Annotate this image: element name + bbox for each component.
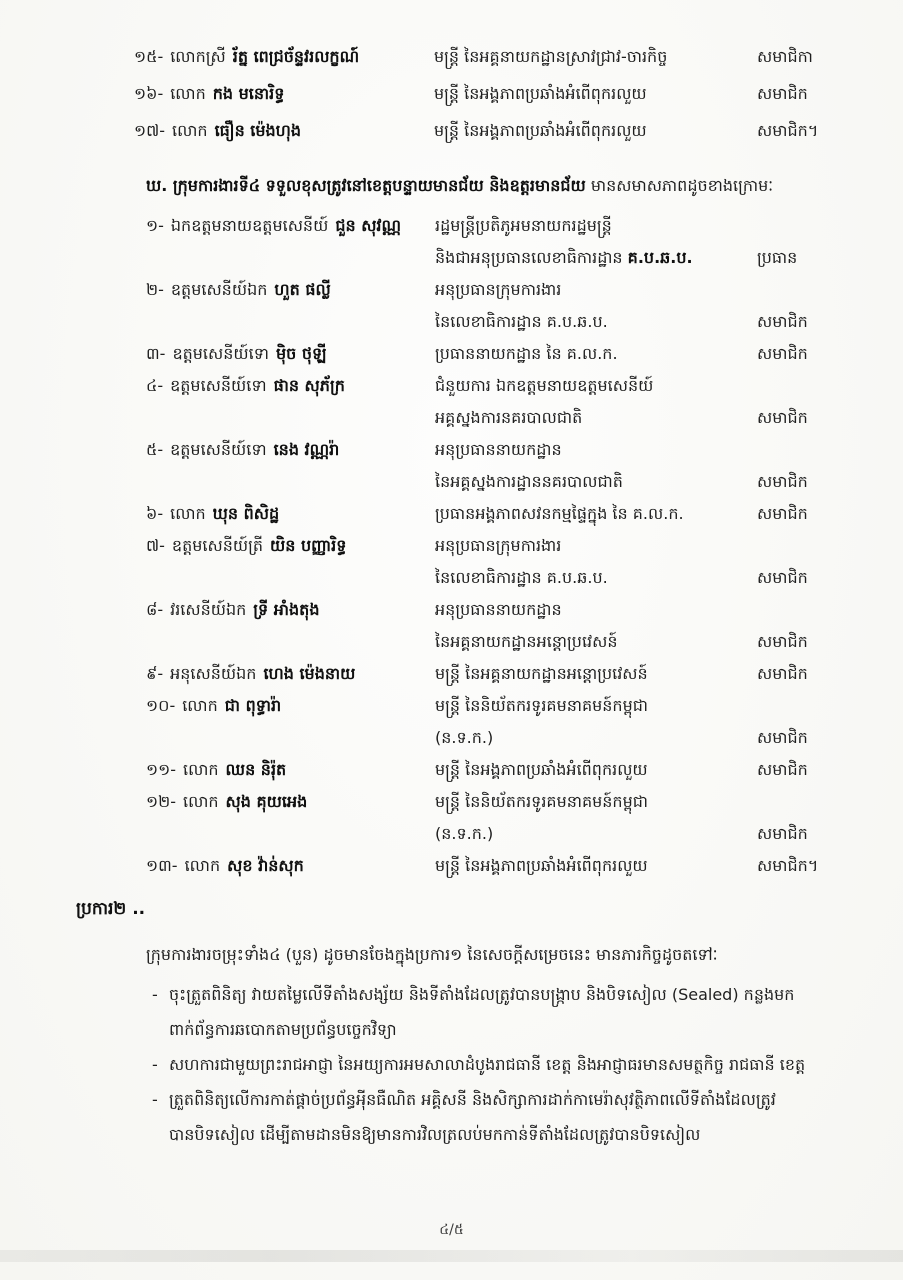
member-role: (ន.ទ.ក.) [435,824,494,843]
member-status: សមាជិក [757,408,808,427]
article2-heading: ប្រការ២ .. [76,899,146,919]
member-number: ៣- [146,344,166,363]
member-row [146,754,839,786]
member-role: អនុប្រធាននាយកដ្ឋាន [435,600,562,619]
member-role: អនុប្រធានក្រុមការងារ [435,280,562,299]
member-status: សមាជិក [757,472,808,491]
article2-intro: ក្រុមការងារចម្រុះទាំង៤ (បួន) ដូចមានចែងក្នុងប្រការ១ នៃសេចក្តីសម្រេចនេះ មានភារកិច្ចដូចតទៅៈ [146,945,718,964]
member-role: មន្ត្រី នៃអង្គភាពប្រឆាំងអំពើពុករលួយ [435,760,648,779]
member-row [146,530,839,594]
member-number: ១១- [146,760,176,779]
abbreviation-bold: គ.ប.ឆ.ប. [627,248,693,267]
member-name: ហេង ម៉េងនាយ [263,664,356,683]
member-title: លោក [170,84,206,103]
member-role: អនុប្រធានក្រុមការងារ [435,536,562,555]
member-title: ឧត្តមសេនីយ៍ទោ [170,440,267,459]
member-number: ១០- [146,696,176,715]
member-number: ៤- [146,376,164,395]
member-status: សមាជិក [757,632,808,651]
bullet-item [152,1082,839,1152]
member-role: អនុប្រធាននាយកដ្ឋាន [435,440,562,459]
member-role: ជំនួយការ ឯកឧត្តមនាយឧត្តមសេនីយ៍ [435,376,654,395]
previous-group-member-list [134,38,839,149]
member-title: លោក [183,792,219,811]
member-title: លោកស្រី [170,47,226,66]
member-number: ៥- [146,440,164,459]
bullet-text: ចុះត្រួតពិនិត្យ វាយតម្លៃលើទីតាំងសង្ស័យ និងទីតាំងដែលត្រូវបានបង្ក្រាប និងបិទសៀល (Sealed) កន្លងមក ពាក់ព័ន្ធការឆបោកតាមប្រព័ន្ធបច្ចេកវិទ្យា [169,985,795,1039]
member-row [146,690,839,754]
member-row [134,38,839,75]
bullet-text: សហការជាមួយព្រះរាជអាជ្ញា នៃអយ្យការអមសាលាដំបូងរាជធានី ខេត្ត និងអាជ្ញាធរមានសមត្ថកិច្ច រាជធានី ខេត្ត [169,1055,806,1074]
member-name: ជា ពុទ្ធារ៉ា [224,696,282,715]
member-row [146,434,839,498]
member-title: វរសេនីយ៍ឯក [170,600,247,619]
member-role: មន្ត្រី នៃនិយ័តករទូរគមនាគមន៍កម្ពុជា [435,792,648,811]
member-status: សមាជិកា [757,47,813,66]
group4-member-list [146,210,839,882]
article2-bullet-list [152,977,839,1152]
member-number: ១៥- [134,47,164,66]
member-name: ផាន សុភ័ក្រ [273,376,345,395]
member-number: ១៣- [146,856,178,875]
section-heading [100,167,839,204]
member-status: សមាជិក [757,760,808,779]
member-status: សមាជិក [757,344,808,363]
member-name: ទ្រី អាំងតុង [253,600,320,619]
bullet-dash: - [152,985,158,1004]
member-role: នៃលេខាធិការដ្ឋាន គ.ប.ឆ.ប. [435,568,608,587]
member-title: ឧត្តមសេនីយ៍ទោ [170,376,267,395]
member-role: នៃអគ្គស្នងការដ្ឋាននគរបាលជាតិ [435,472,623,491]
member-title: លោក [184,856,221,875]
member-name: ហួត ផល្លី [274,280,331,299]
member-status: ប្រធាន [757,248,798,267]
bullet-item [152,977,839,1047]
member-title: លោក [183,760,219,779]
member-role: អគ្គស្នងការនគរបាលជាតិ [435,408,583,427]
member-row [146,786,839,850]
member-role: (ន.ទ.ក.) [435,728,494,747]
bullet-text: ត្រួតពិនិត្យលើការកាត់ផ្តាច់ប្រព័ន្ធអុីនធឺណិត អគ្គិសនី និងសិក្សាការដាក់កាមេរ៉ាសុវត្ថិភាពលើទីតាំងដែលត្រូវបានបិទសៀល ដើម្បីតាមដានមិនឱ្យមានការវិលត្រលប់មកកាន់ទីតាំងដែលត្រូវបានបិទសៀល [169,1090,776,1144]
member-number: ១៦- [134,84,164,103]
member-title: ឧត្តមសេនីយ៍ត្រី [171,536,263,555]
member-title: អនុសេនីយ៍ឯក [170,664,257,683]
member-number: ៦- [146,504,164,523]
member-name: នេង វណ្ណរ៉ា [273,440,340,459]
member-name: រ័ត្ន ពេជ្រច័ន្ទវរលក្ខណ៍ [232,47,360,66]
member-number: ១៧- [134,121,166,140]
member-role: មន្ត្រី នៃអគ្គនាយកដ្ឋានអន្តោប្រវេសន៍ [435,664,648,683]
member-name: ម៉ិច ថុឡ្លី [275,344,327,363]
section-heading-bold: ឃ. ក្រុមការងារទី៤ ទទួលខុសត្រូវនៅខេត្តបន្ទាយមានជ័យ និងឧត្តរមានជ័យ [146,176,586,195]
member-role: នៃអគ្គនាយកដ្ឋានអន្តោប្រវេសន៍ [435,632,618,651]
scan-artifact-band [0,1250,903,1262]
member-row [146,274,839,338]
member-number: ៧- [146,536,165,555]
member-row [146,658,839,690]
member-status: សមាជិក [757,312,808,331]
member-row [146,370,839,434]
member-name: សុង គុយអេង [225,792,308,811]
member-row [146,850,839,882]
member-name: ធឿន ម៉េងហុង [214,121,302,140]
member-role: ប្រធានអង្គភាពសវនកម្មផ្ទៃក្នុង នៃ គ.ល.ក. [435,504,684,523]
member-name: សុខ វ៉ាន់សុក [227,856,304,875]
member-title: ឧត្តមសេនីយ៍ឯក [170,280,268,299]
member-title: លោក [182,696,218,715]
member-row [146,594,839,658]
member-name: កង មនោរិទ្ធ [212,84,285,103]
member-role: មន្ត្រី នៃនិយ័តករទូរគមនាគមន៍កម្ពុជា [435,696,648,715]
member-number: ២- [146,280,164,299]
member-title: លោក [172,121,208,140]
bullet-dash: - [152,1090,158,1109]
member-status: សមាជិក [757,824,808,843]
member-role: មន្ត្រី នៃអគ្គនាយកដ្ឋានស្រាវជ្រាវ-ចារកិច្ច [434,47,668,66]
member-row [146,498,839,530]
bullet-item [152,1047,839,1082]
bullet-dash: - [152,1055,158,1074]
member-role: មន្ត្រី នៃអង្គភាពប្រឆាំងអំពើពុករលួយ [435,856,648,875]
member-row [134,112,839,149]
member-number: ៩- [146,664,164,683]
member-status: សមាជិក។ [757,121,819,140]
member-row [146,338,839,370]
member-role: រដ្ឋមន្ត្រីប្រតិភូអមនាយករដ្ឋមន្ត្រី [435,216,612,235]
member-status: សមាជិក [757,84,808,103]
member-name: ជួន សុវណ្ណ [335,216,402,235]
member-title: លោក [170,504,206,523]
member-role: មន្ត្រី នៃអង្គភាពប្រឆាំងអំពើពុករលួយ [434,84,647,103]
member-number: ១- [146,216,164,235]
member-status: សមាជិក [757,504,808,523]
member-title: ឧត្តមសេនីយ៍ទោ [172,344,269,363]
member-number: ៨- [146,600,164,619]
member-title: ឯកឧត្តមនាយឧត្តមសេនីយ៍ [170,216,329,235]
member-status: សមាជិក [757,728,808,747]
member-number: ១២- [146,792,176,811]
member-row [146,210,839,274]
page-number: ៤/៥ [439,1222,464,1238]
member-row [134,75,839,112]
member-role: និងជាអនុប្រធានលេខាធិការដ្ឋាន គ.ប.ឆ.ប. [435,248,693,267]
member-role: នៃលេខាធិការដ្ឋាន គ.ប.ឆ.ប. [435,312,608,331]
member-role: ប្រធាននាយកដ្ឋាន នៃ គ.ល.ក. [435,344,618,363]
member-status: សមាជិក។ [757,856,819,875]
section-heading-normal: មានសមាសភាពដូចខាងក្រោមៈ [585,176,774,195]
member-role: មន្ត្រី នៃអង្គភាពប្រឆាំងអំពើពុករលួយ [434,121,647,140]
member-status: សមាជិក [757,568,808,587]
member-name: ឈន និរ៉ុត [225,760,287,779]
member-name: យិន បញ្ញារិទ្ធ [270,536,347,555]
member-status: សមាជិក [757,664,808,683]
member-name: ឃុន ពិសិដ្ឋ [212,504,280,523]
